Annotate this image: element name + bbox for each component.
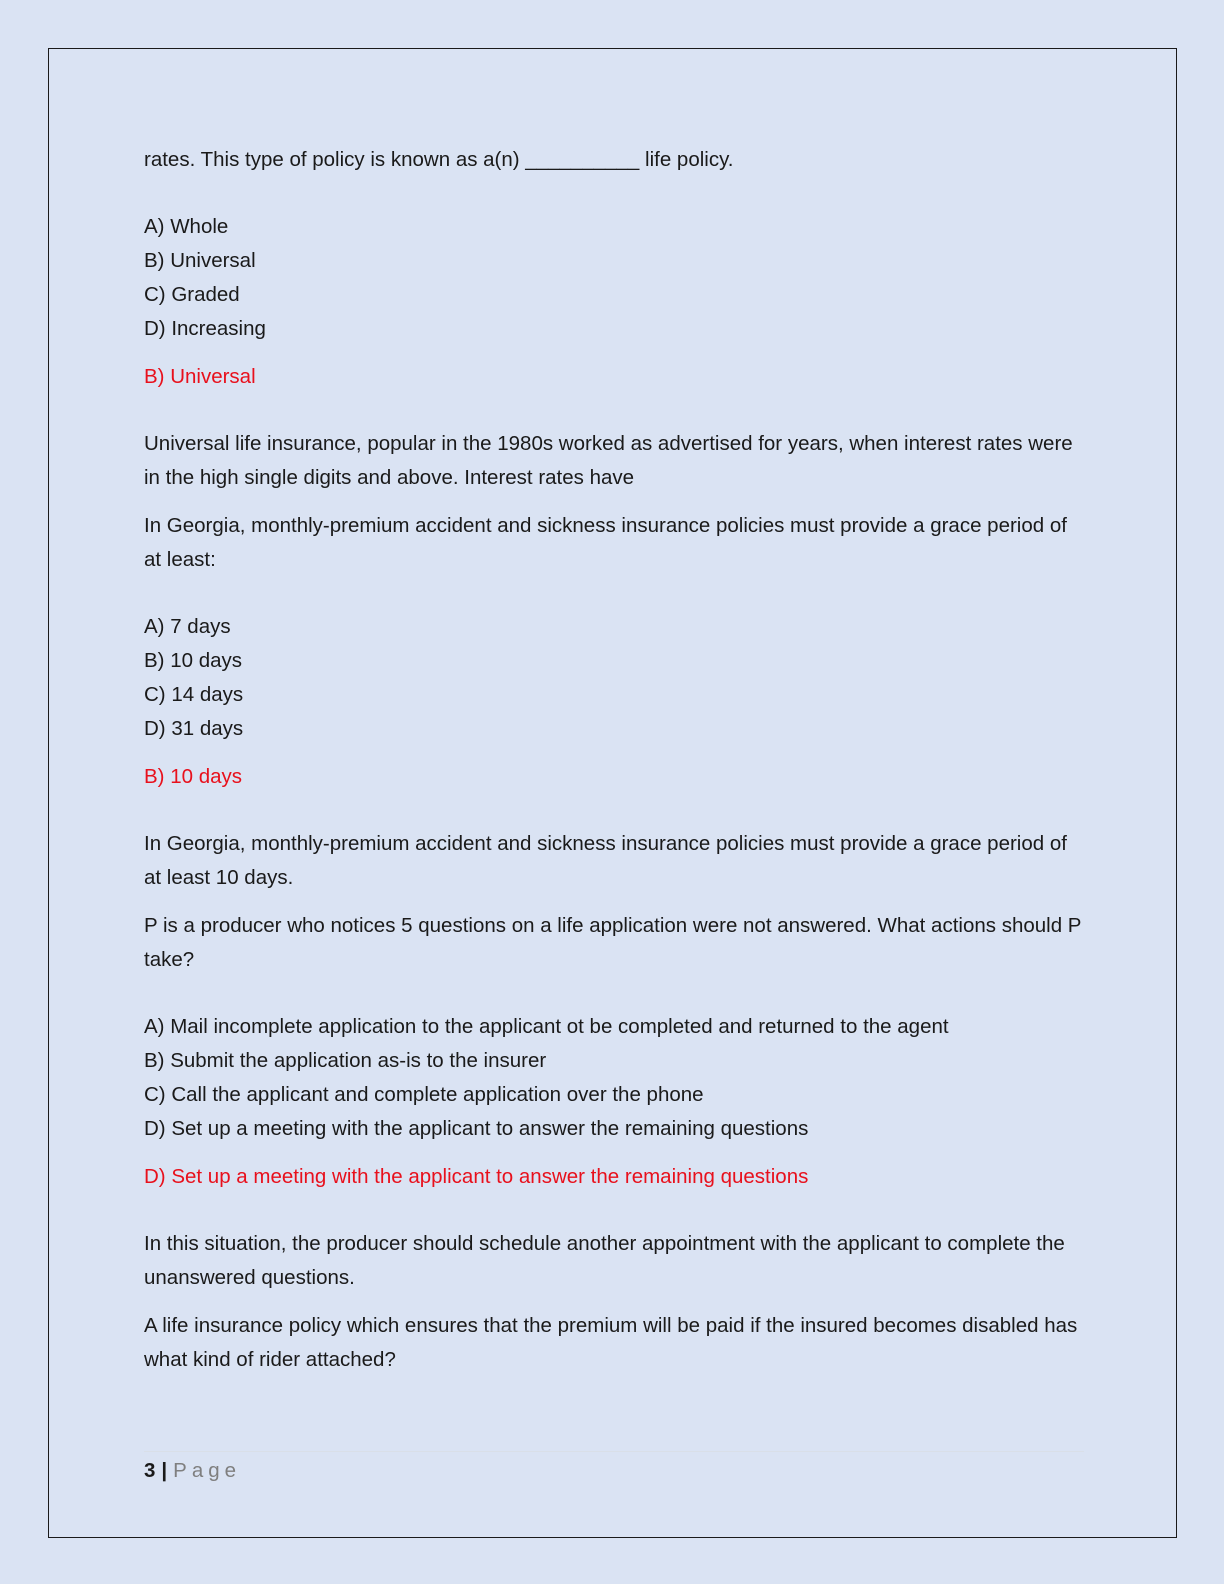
options-list — [144, 210, 1084, 346]
question-text: In Georgia, monthly-premium accident and sickness insurance policies must provide a grace period of at least: — [144, 514, 1067, 571]
footer-divider — [144, 1451, 1084, 1452]
option-d: D) Set up a meeting with the applicant to answer the remaining questions — [144, 1117, 809, 1140]
question-text: P is a producer who notices 5 questions on a life application were not answered. What actions should P take? — [144, 914, 1082, 971]
option-b: B) Submit the application as-is to the insurer — [144, 1049, 547, 1072]
question-text: A life insurance policy which ensures that the premium will be paid if the insured becomes disabled has what kind of rider attached? — [144, 1314, 1078, 1371]
options-list — [144, 610, 1084, 746]
correct-answer: B) Universal — [144, 365, 256, 388]
page-label: Page — [173, 1459, 242, 1482]
option-a: A) Mail incomplete application to the applicant ot be completed and returned to the agent — [144, 1015, 949, 1038]
option-c: C) Graded — [144, 283, 240, 306]
option-d: D) 31 days — [144, 717, 244, 740]
page-number: 3 — [144, 1459, 156, 1482]
page-footer — [144, 1456, 241, 1486]
option-d: D) Increasing — [144, 317, 266, 340]
option-a: A) 7 days — [144, 615, 231, 638]
question-continuation: rates. This type of policy is known as a(n) __________ life policy. — [144, 148, 734, 171]
explanation: In Georgia, monthly-premium accident and sickness insurance policies must provide a grace period of at least 10 days. — [144, 832, 1067, 889]
document-body — [144, 143, 1084, 1377]
options-list — [144, 1010, 1084, 1146]
option-c: C) 14 days — [144, 683, 244, 706]
option-b: B) 10 days — [144, 649, 242, 672]
option-b: B) Universal — [144, 249, 256, 272]
explanation: Universal life insurance, popular in the 1980s worked as advertised for years, when interest rates were in the high single digits and above. Interest rates have — [144, 432, 1073, 489]
correct-answer: D) Set up a meeting with the applicant to answer the remaining questions — [144, 1165, 809, 1188]
option-c: C) Call the applicant and complete application over the phone — [144, 1083, 704, 1106]
footer-separator: | — [161, 1459, 168, 1482]
correct-answer: B) 10 days — [144, 765, 242, 788]
option-a: A) Whole — [144, 215, 229, 238]
explanation: In this situation, the producer should schedule another appointment with the applicant to complete the unanswered questions. — [144, 1232, 1065, 1289]
